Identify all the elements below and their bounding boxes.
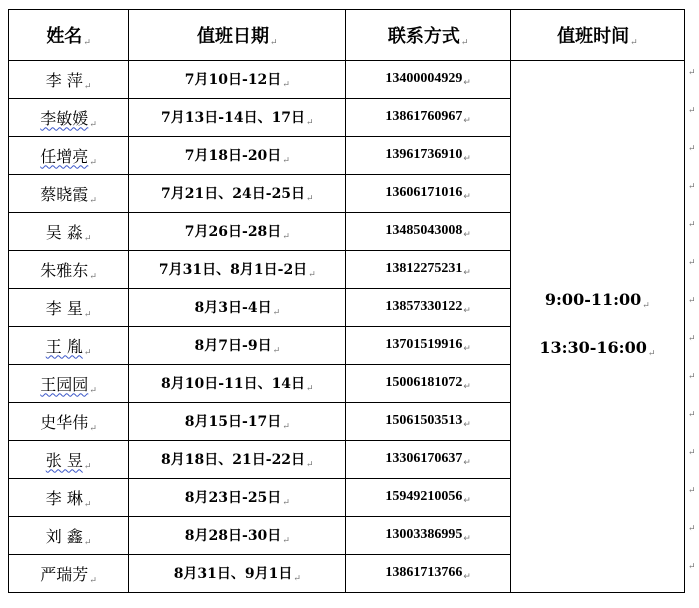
paragraph-mark: ↵ — [83, 38, 91, 48]
phone-cell: 13861760967↵ — [346, 99, 510, 137]
phone-cell: 13812275231↵ — [346, 251, 510, 289]
phone-cell: 15949210056↵ — [346, 479, 510, 517]
date-cell: 7月10日-12日↵ — [129, 61, 346, 99]
phone-cell: 13003386995↵ — [346, 517, 510, 555]
name-cell: 蔡晓霞↵ — [9, 175, 129, 213]
name-cell: 严瑞芳↵ — [9, 555, 129, 593]
phone-cell: 13961736910↵ — [346, 137, 510, 175]
row-end-mark: ↵ — [688, 448, 696, 458]
row-end-mark: ↵ — [688, 524, 696, 534]
phone-cell: 13857330122↵ — [346, 289, 510, 327]
name-cell: 李 琳↵ — [9, 479, 129, 517]
duty-schedule-table — [8, 9, 685, 593]
date-cell: 8月7日-9日↵ — [129, 327, 346, 365]
row-end-mark: ↵ — [688, 562, 696, 572]
name-cell: 李 星↵ — [9, 289, 129, 327]
name-cell: 李 萍↵ — [9, 61, 129, 99]
paragraph-mark: ↵ — [630, 38, 638, 48]
date-cell: 8月10日-11日、14日↵ — [129, 365, 346, 403]
date-cell: 8月18日、21日-22日↵ — [129, 441, 346, 479]
date-cell: 7月21日、24日-25日↵ — [129, 175, 346, 213]
phone-cell: 13861713766↵ — [346, 555, 510, 593]
name-cell: 张 昱↵ — [9, 441, 129, 479]
header-name: 姓名↵ — [9, 10, 129, 61]
date-cell: 7月31日、8月1日-2日↵ — [129, 251, 346, 289]
header-phone: 联系方式↵ — [346, 10, 510, 61]
date-cell: 8月3日-4日↵ — [129, 289, 346, 327]
row-end-mark: ↵ — [688, 182, 696, 192]
paragraph-mark: ↵ — [460, 38, 469, 48]
row-end-mark: ↵ — [688, 486, 696, 496]
phone-cell: 13306170637↵ — [346, 441, 510, 479]
row-end-mark: ↵ — [688, 410, 696, 420]
date-cell: 8月23日-25日↵ — [129, 479, 346, 517]
date-cell: 7月13日-14日、17日↵ — [129, 99, 346, 137]
name-cell: 任增亮↵ — [9, 137, 129, 175]
name-cell: 史华伟↵ — [9, 403, 129, 441]
name-cell: 吴 淼↵ — [9, 213, 129, 251]
row-end-mark: ↵ — [688, 372, 696, 382]
row-end-mark: ↵ — [688, 144, 696, 154]
table-row — [9, 61, 685, 99]
name-cell: 王园园↵ — [9, 365, 129, 403]
row-end-mark: ↵ — [688, 106, 696, 116]
date-cell: 8月15日-17日↵ — [129, 403, 346, 441]
phone-cell: 13701519916↵ — [346, 327, 510, 365]
phone-cell: 13606171016↵ — [346, 175, 510, 213]
duty-time-afternoon: 13:30-16:00↵ — [539, 337, 656, 359]
phone-cell: 13485043008↵ — [346, 213, 510, 251]
date-cell: 8月31日、9月1日↵ — [129, 555, 346, 593]
phone-cell: 13400004929↵ — [346, 61, 510, 99]
row-end-mark: ↵ — [688, 258, 696, 268]
header-time: 值班时间↵ — [510, 10, 684, 61]
row-end-mark: ↵ — [688, 220, 696, 230]
duty-time-cell — [510, 61, 684, 593]
row-end-mark: ↵ — [688, 296, 696, 306]
phone-cell: 15006181072↵ — [346, 365, 510, 403]
name-cell: 刘 鑫↵ — [9, 517, 129, 555]
name-cell: 李敏媛↵ — [9, 99, 129, 137]
table-header-row — [9, 10, 685, 61]
date-cell: 7月18日-20日↵ — [129, 137, 346, 175]
row-end-mark: ↵ — [688, 334, 696, 344]
row-end-mark: ↵ — [688, 68, 696, 78]
name-cell: 朱雅东↵ — [9, 251, 129, 289]
date-cell: 8月28日-30日↵ — [129, 517, 346, 555]
phone-cell: 15061503513↵ — [346, 403, 510, 441]
date-cell: 7月26日-28日↵ — [129, 213, 346, 251]
duty-time-morning: 9:00-11:00↵ — [544, 289, 650, 311]
paragraph-mark: ↵ — [270, 38, 278, 48]
name-cell: 王 胤↵ — [9, 327, 129, 365]
header-date: 值班日期↵ — [129, 10, 346, 61]
